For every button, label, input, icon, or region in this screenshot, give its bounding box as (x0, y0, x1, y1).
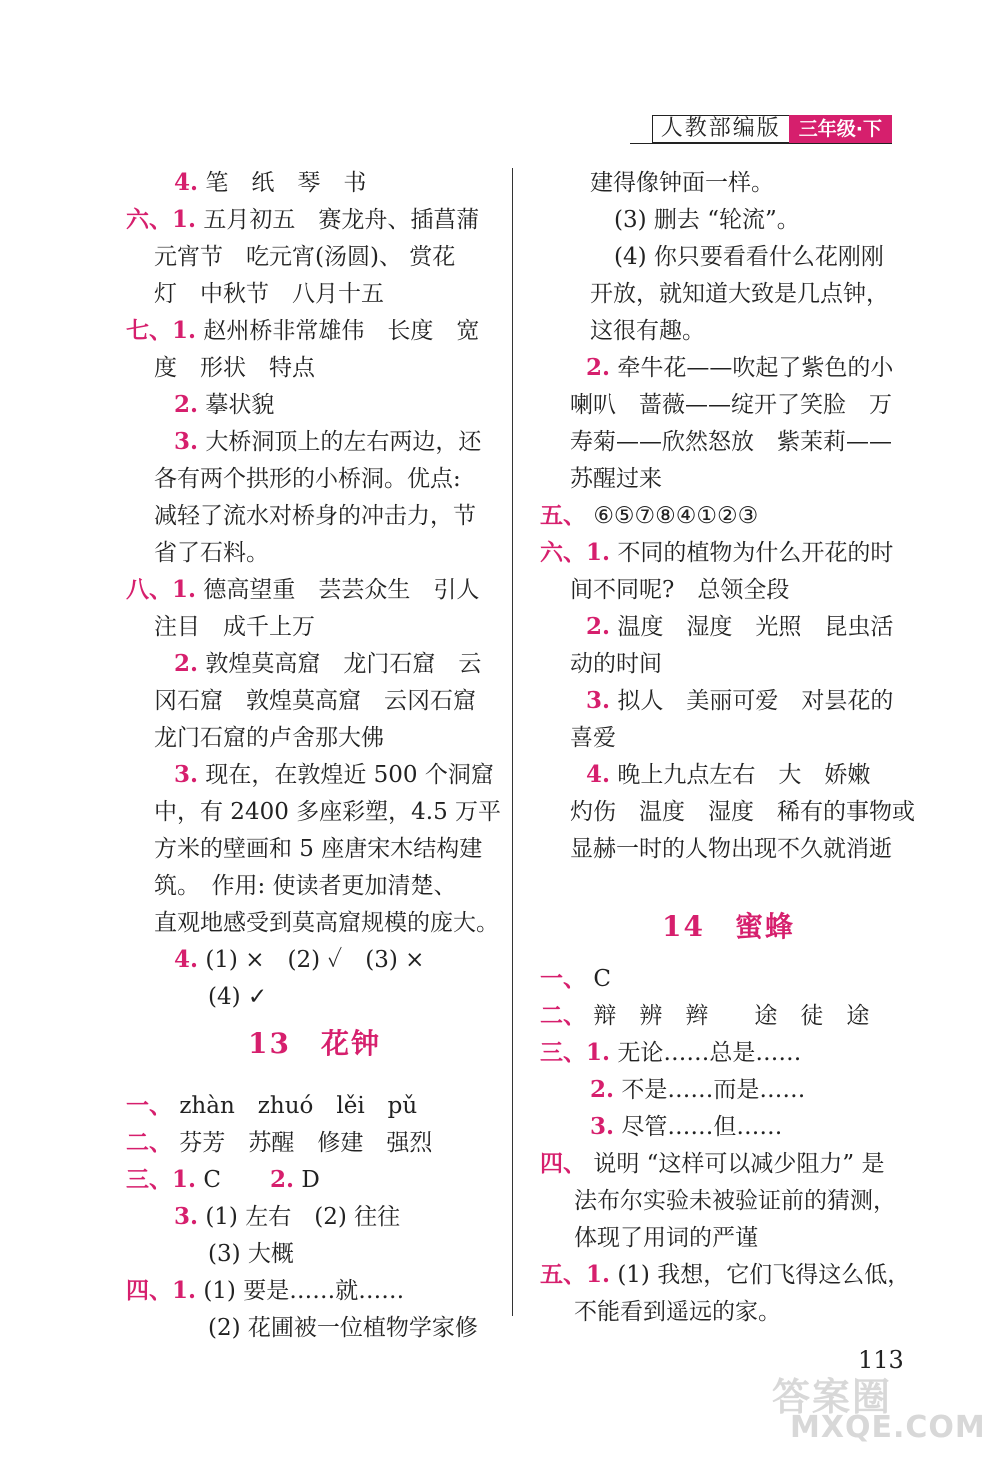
answer-line (154, 831, 482, 867)
question-number: 2. (586, 354, 611, 381)
answer-line (154, 276, 384, 312)
answer-line (540, 535, 893, 571)
question-number: 4. (174, 946, 199, 973)
answer-text: 尽管……但…… (621, 1114, 783, 1140)
answer-text: (4) ✓ (208, 984, 268, 1010)
answer-text: 大桥洞顶上的左右两边，还 (205, 429, 482, 455)
answer-text: 注目 成千上万 (154, 614, 315, 640)
answer-text: ⑥⑤⑦⑧④①②③ (593, 503, 759, 529)
answer-text: 不是……而是…… (621, 1077, 806, 1103)
answer-text: 各有两个拱形的小桥洞。优点: (154, 466, 461, 492)
answer-text: (1) 我想，它们飞得这么低， (617, 1262, 911, 1288)
answer-text: (4) 你只要看看什么花刚刚 (614, 244, 884, 270)
answer-line (126, 1273, 404, 1309)
answer-text: 笔 纸 琴 书 (205, 170, 367, 196)
answer-text: 灼伤 温度 湿度 稀有的事物或 (570, 799, 915, 825)
answer-line (574, 1294, 781, 1330)
answer-line (570, 646, 662, 682)
answer-line (586, 609, 893, 645)
edition-header (652, 115, 892, 143)
question-number: 六、1. (540, 539, 611, 566)
answer-text: 晚上九点左右 大 娇嫩 (617, 762, 871, 788)
answer-line-extra (270, 1162, 320, 1198)
answer-line (590, 313, 705, 349)
answer-line (590, 1109, 782, 1145)
answer-text: 中，有 2400 多座彩塑，4.5 万平 (154, 799, 502, 825)
answer-line (154, 794, 501, 830)
watermark-logo: 答案圈 (772, 1375, 893, 1419)
answer-text: 法布尔实验未被验证前的猜测， (574, 1188, 896, 1214)
question-number: 三、1. (126, 1166, 197, 1193)
answer-text: 德高望重 芸芸众生 引人 (203, 577, 480, 603)
question-number: 二、 (540, 1002, 586, 1029)
answer-text: 冈石窟 敦煌莫高窟 云冈石窟 (154, 688, 476, 714)
answer-line (540, 1257, 910, 1293)
answer-text: 无论……总是…… (617, 1040, 802, 1066)
answer-text: 摹状貌 (205, 392, 275, 418)
answer-line (154, 498, 476, 534)
answer-line (574, 1183, 896, 1219)
answer-text: (1) 要是……就…… (203, 1278, 405, 1304)
lesson-title: 14 蜜蜂 (662, 910, 795, 943)
question-number: 4. (586, 761, 611, 788)
answer-line (570, 387, 892, 423)
answer-text: zhàn zhuó lěi pǔ (179, 1093, 418, 1119)
answer-text: 筑。 作用: 使读者更加清楚、 (154, 873, 457, 899)
answer-line (126, 572, 479, 608)
answer-line (208, 1236, 294, 1272)
column-divider (512, 168, 513, 1316)
answer-line (208, 1310, 478, 1346)
answer-text: 说明 “这样可以减少阻力” 是 (593, 1151, 885, 1177)
question-number: 2. (586, 613, 611, 640)
answer-line (586, 757, 870, 793)
answer-text: (3) 大概 (208, 1241, 294, 1267)
answer-line (174, 942, 424, 978)
question-number: 四、1. (126, 1277, 197, 1304)
answer-text: 动的时间 (570, 651, 662, 677)
answer-text: C (203, 1167, 267, 1193)
answer-text: 减轻了流水对桥身的冲击力，节 (154, 503, 476, 529)
question-number: 三、1. (540, 1039, 611, 1066)
answer-line (540, 1146, 884, 1182)
answer-line (126, 313, 479, 349)
question-number: 五、 (540, 502, 586, 529)
answer-line (174, 1199, 400, 1235)
answer-line (154, 683, 476, 719)
answer-text: 灯 中秋节 八月十五 (154, 281, 384, 307)
answer-line (126, 1088, 417, 1124)
answer-text: C (593, 966, 611, 992)
answer-text: 显赫一时的人物出现不久就消逝 (570, 836, 892, 862)
question-number: 3. (174, 761, 199, 788)
answer-line (540, 998, 869, 1034)
answer-line (208, 979, 267, 1015)
answer-line (174, 387, 274, 423)
answer-text: 温度 湿度 光照 昆虫活 (617, 614, 894, 640)
question-number: 4. (174, 169, 199, 196)
answer-text: (2) 花圃被一位植物学家修 (208, 1315, 478, 1341)
question-number: 2. (270, 1166, 295, 1193)
grade-label: 三年级·下 (789, 115, 892, 143)
answer-line (570, 794, 915, 830)
question-number: 二、 (126, 1129, 172, 1156)
answer-text: 芬芳 苏醒 修建 强烈 (179, 1130, 433, 1156)
answer-line (570, 831, 892, 867)
answer-line (540, 498, 758, 534)
answer-line (586, 683, 893, 719)
answer-text: 牵牛花——吹起了紫色的小 (617, 355, 894, 381)
answer-line (540, 961, 611, 997)
answer-line (154, 535, 269, 571)
answer-line (614, 202, 800, 238)
answer-text: 敦煌莫高窟 龙门石窟 云 (205, 651, 482, 677)
answer-line (154, 350, 315, 386)
question-number: 3. (174, 428, 199, 455)
answer-text: 间不同呢? 总领全段 (570, 577, 790, 603)
answer-line (174, 424, 481, 460)
answer-line (574, 1220, 758, 1256)
watermark-url: MXQE.COM (790, 1410, 986, 1445)
answer-line (154, 905, 499, 941)
edition-label: 人教部编版 (652, 115, 789, 143)
answer-text: D (301, 1167, 320, 1193)
answer-text: 度 形状 特点 (154, 355, 315, 381)
answer-line (154, 239, 455, 275)
question-number: 一、 (126, 1092, 172, 1119)
answer-text: (1) × (2) ✓ (3) × (205, 947, 425, 973)
answer-line (174, 757, 494, 793)
answer-text: 现在，在敦煌近 500 个洞窟 (205, 762, 494, 788)
answer-line (570, 424, 892, 460)
answer-text: 体现了用词的严谨 (574, 1225, 758, 1251)
question-number: 3. (174, 1203, 199, 1230)
answer-text: 拟人 美丽可爱 对昙花的 (617, 688, 894, 714)
answer-text: 喇叭 蔷薇——绽开了笑脸 万 (570, 392, 892, 418)
answer-line (154, 868, 457, 904)
answer-line (586, 350, 893, 386)
answer-text: 喜爱 (570, 725, 616, 751)
answer-line (590, 276, 889, 312)
answer-line (570, 720, 616, 756)
answer-text: 寿菊——欣然怒放 紫茉莉—— (570, 429, 892, 455)
answer-text: 建得像钟面一样。 (590, 170, 774, 196)
question-number: 2. (174, 650, 199, 677)
answer-text: 这很有趣。 (590, 318, 705, 344)
answer-line (154, 461, 461, 497)
answer-text: 省了石料。 (154, 540, 269, 566)
lesson-title: 13 花钟 (248, 1027, 381, 1060)
question-number: 3. (586, 687, 611, 714)
question-number: 六、1. (126, 206, 197, 233)
answer-line (570, 572, 789, 608)
answer-text: 开放，就知道大致是几点钟， (590, 281, 889, 307)
question-number: 七、1. (126, 317, 197, 344)
answer-line (570, 461, 662, 497)
answer-line (540, 1035, 801, 1071)
answer-text: 五月初五 赛龙舟、插菖蒲 (203, 207, 480, 233)
answer-line (590, 1072, 805, 1108)
answer-text: 苏醒过来 (570, 466, 662, 492)
answer-line (174, 646, 481, 682)
question-number: 2. (590, 1076, 615, 1103)
question-number: 一、 (540, 965, 586, 992)
answer-line (126, 1162, 267, 1198)
question-number: 3. (590, 1113, 615, 1140)
answer-text: 直观地感受到莫高窟规模的庞大。 (154, 910, 499, 936)
page-number: 113 (858, 1346, 904, 1374)
answer-text: 龙门石窟的卢舍那大佛 (154, 725, 384, 751)
answer-text: 辩 辨 辫 途 徒 途 (593, 1003, 870, 1029)
answer-text: 元宵节 吃元宵(汤圆)、 赏花 (154, 244, 456, 270)
answer-line (614, 239, 884, 275)
question-number: 四、 (540, 1150, 586, 1177)
answer-line (154, 609, 315, 645)
answer-text: (1) 左右 (2) 往往 (205, 1204, 401, 1230)
answer-text: (3) 删去 “轮流”。 (614, 207, 800, 233)
answer-text: 不能看到遥远的家。 (574, 1299, 781, 1325)
header-rule (630, 143, 892, 144)
question-number: 2. (174, 391, 199, 418)
answer-line (590, 165, 774, 201)
answer-text: 不同的植物为什么开花的时 (617, 540, 894, 566)
answer-line (174, 165, 366, 201)
question-number: 五、1. (540, 1261, 611, 1288)
answer-text: 方米的壁画和 5 座唐宋木结构建 (154, 836, 483, 862)
question-number: 八、1. (126, 576, 197, 603)
answer-text: 赵州桥非常雄伟 长度 宽 (203, 318, 480, 344)
answer-line (154, 720, 384, 756)
answer-line (126, 1125, 432, 1161)
answer-line (126, 202, 479, 238)
